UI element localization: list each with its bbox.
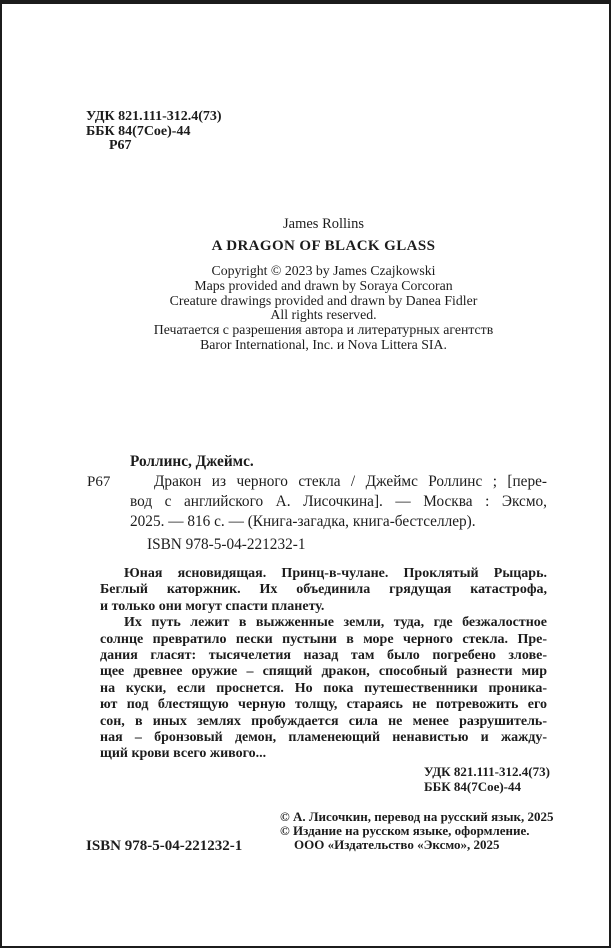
annotation-line: солнце превратило пески пустыни в море черного стекла. Пре- — [100, 631, 547, 647]
annotation-line: и только они могут спасти планету. — [100, 598, 325, 614]
bbk-code: ББК 84(7Сое)-44 — [424, 779, 522, 794]
copyright-line: Copyright © 2023 by James Czajkowski — [211, 263, 436, 278]
copyright-line: Maps provided and drawn by Soraya Corcoran — [194, 277, 453, 293]
copyright-line: Печатается с разрешения автора и литературных агентств — [153, 322, 494, 338]
udk-code: УДК 821.111-312.4(73) — [424, 764, 550, 779]
annotation-line: ная – бронзовый демон, пламенеющий ненавистью и жажду- — [100, 730, 547, 746]
annotation-line: сон, в иных землях пробуждается сила не менее разрушитель- — [100, 713, 547, 729]
bbk-code: ББК 84(7Сое)-44 — [86, 123, 191, 139]
bib-line: 2025. — 816 с. — (Книга-загадка, книга-бестселлер). — [130, 513, 476, 530]
annotation-line: Беглый каторжник. Их объединила грядущая катастрофа, — [100, 582, 547, 598]
bib-author-sign: Р67 — [87, 474, 111, 490]
copyright-line: Baror International, Inc. и Nova Littera SIA. — [200, 336, 447, 352]
isbn-bottom: ISBN 978-5-04-221232-1 — [86, 838, 243, 854]
copyright-line: Creature drawings provided and drawn by Danea Fidler — [169, 292, 478, 308]
annotation-line: Юная ясновидящая. Принц-в-чулане. Проклятый Рыцарь. — [124, 566, 547, 581]
annotation-line: Их путь лежит в выжженные земли, туда, где безжалостное — [124, 615, 547, 631]
annotation-line: щий крови всего живого... — [100, 746, 267, 762]
copyright-block — [100, 264, 547, 353]
bottom-classification-codes — [424, 764, 550, 794]
bibliographic-record — [130, 452, 547, 555]
copyright-line: All rights reserved. — [270, 307, 377, 323]
bib-heading: Роллинс, Джеймс. — [130, 453, 254, 470]
bib-line: вод с английского А. Лисочкина]. — Москва : Эксмо, — [130, 493, 547, 510]
russian-edition-copyright — [280, 810, 553, 853]
isbn-record: ISBN 978-5-04-221232-1 — [147, 536, 306, 553]
original-title: A DRAGON OF BLACK GLASS — [211, 238, 436, 254]
bib-line: Дракон из черного стекла / Джеймс Роллинс ; [пере- — [154, 473, 547, 490]
annotation-line: щее древнее оружие – спящий дракон, способный разнести мир — [100, 664, 547, 680]
annotation-line: дания гласят: тысячелетия назад там было погребено злове- — [100, 648, 547, 664]
copyright-line: © Издание на русском языке, оформление. — [280, 823, 530, 839]
original-author: James Rollins — [283, 216, 364, 232]
annotation-line: на куски, если проснется. Но пока путешественники проника- — [100, 680, 547, 696]
top-classification-codes — [86, 110, 222, 154]
copyright-line: ООО «Издательство «Эксмо», 2025 — [294, 837, 500, 853]
copyright-line: © А. Лисочкин, перевод на русский язык, 2025 — [280, 809, 554, 824]
annotation — [100, 566, 547, 763]
author-sign-code: Р67 — [109, 138, 132, 153]
udk-code: УДК 821.111-312.4(73) — [86, 109, 222, 124]
annotation-line: ют под блестящую черную толщу, стараясь не потревожить его — [100, 697, 547, 713]
